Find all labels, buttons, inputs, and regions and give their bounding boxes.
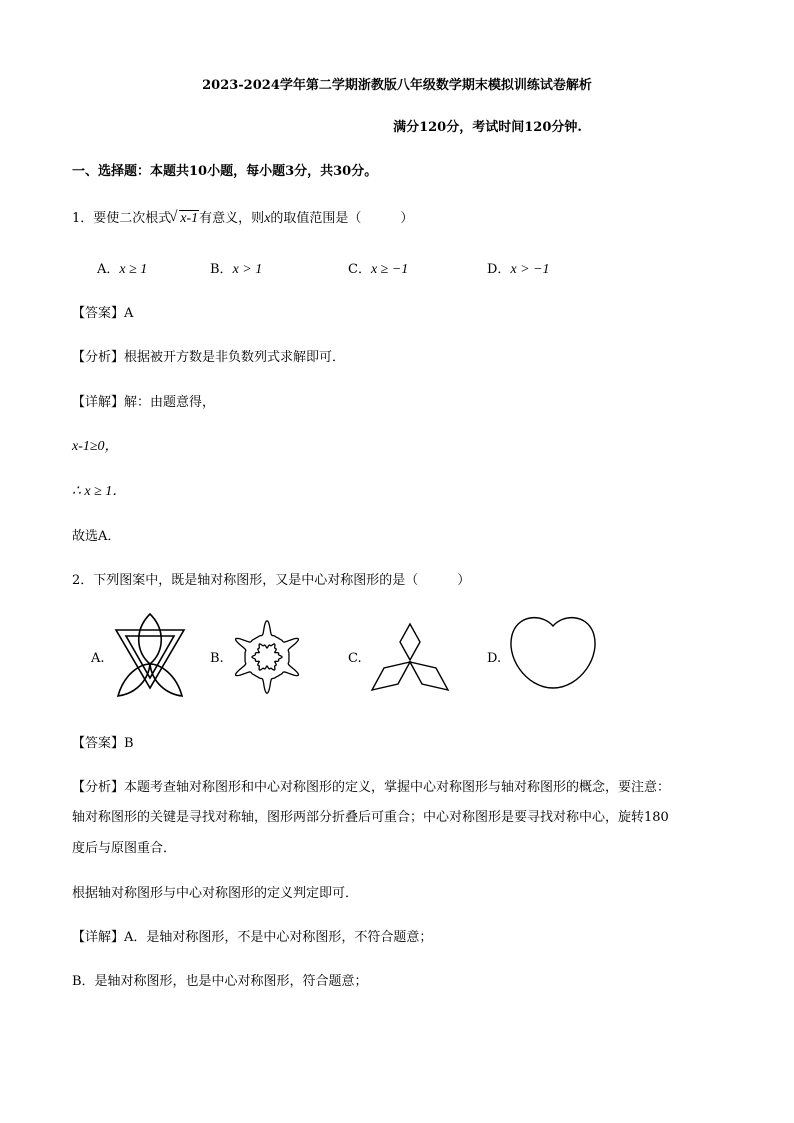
q1-conclusion: 故选A． [72, 529, 121, 544]
q1-stem-suffix: 有意义，则 [199, 211, 265, 226]
q2-method: 根据轴对称图形与中心对称图形的定义判定即可． [72, 886, 359, 901]
q1-option-a [97, 258, 147, 278]
q1-detail: 【详解】解：由题意得， [72, 395, 216, 410]
q2-detail-a: 【详解】A．是轴对称图形，不是中心对称图形，不符合题意； [72, 930, 433, 945]
q1-analysis: 【分析】根据被开方数是非负数列式求解即可． [72, 350, 346, 365]
q1-option-b-expr: x > 1 [232, 262, 263, 277]
q1-option-c [348, 258, 408, 278]
section-heading: 一、选择题：本题共10小题，每小题3分，共30分。 [72, 164, 378, 179]
q1-option-a-expr: x ≥ 1 [119, 262, 148, 277]
q1-var: x [264, 211, 271, 226]
snowflake-outer-outline [236, 621, 299, 693]
snowflake-inner-outline [252, 644, 282, 670]
q1-option-b-label: B． [210, 262, 233, 277]
q1-option-c-label: C． [348, 262, 371, 277]
q1-option-a-label: A． [97, 262, 120, 277]
q2-answer: 【答案】B [72, 736, 134, 751]
q1-option-b [210, 258, 262, 278]
question-2-stem: 2．下列图案中，既是轴对称图形，又是中心对称图形的是（ ） [72, 573, 471, 588]
page-subtitle: 满分120分，考试时间120分钟. [393, 120, 582, 135]
q1-option-d-expr: x > −1 [510, 262, 550, 277]
q2-option-c-label: C. [348, 651, 362, 666]
q1-step-1: x-1≥0， [72, 439, 119, 454]
q2-option-b-label: B. [210, 651, 224, 666]
q1-option-c-expr: x ≥ −1 [370, 262, 409, 277]
q2-analysis-line-1: 【分析】本题考查轴对称图形和中心对称图形的定义，掌握中心对称图形与轴对称图形的概念，要注意： [72, 780, 671, 795]
q1-step-2: ∴ x ≥ 1． [72, 484, 127, 499]
q1-option-d-label: D． [487, 262, 511, 277]
q2-analysis-line-3: 度后与原图重合． [72, 841, 177, 856]
question-1-stem [72, 207, 413, 227]
three-rhombus-icon [370, 622, 450, 692]
q1-answer: 【答案】A [72, 306, 134, 321]
q1-stem-prefix: 1．要使二次根式 [72, 211, 172, 226]
q2-analysis-line-2: 轴对称图形的关键是寻找对称轴，图形两部分折叠后可重合；中心对称图形是要寻找对称中心，旋转180 [72, 810, 669, 825]
triangle-trefoil-icon [112, 612, 188, 700]
q2-option-a-label: A. [91, 651, 105, 666]
page-title: 2023-2024学年第二学期浙教版八年级数学期末模拟训练试卷解析 [202, 78, 592, 93]
q2-detail-b: B．是轴对称图形，也是中心对称图形，符合题意； [72, 974, 368, 989]
q1-stem-end: 的取值范围是（ ） [270, 211, 414, 226]
q1-radical [171, 211, 199, 227]
snowflake-icon [229, 615, 305, 699]
q1-radicand: x-1 [180, 211, 199, 226]
q1-option-d [487, 258, 550, 278]
q2-option-d-label: D. [487, 651, 502, 666]
heart-shape-icon [508, 612, 598, 692]
